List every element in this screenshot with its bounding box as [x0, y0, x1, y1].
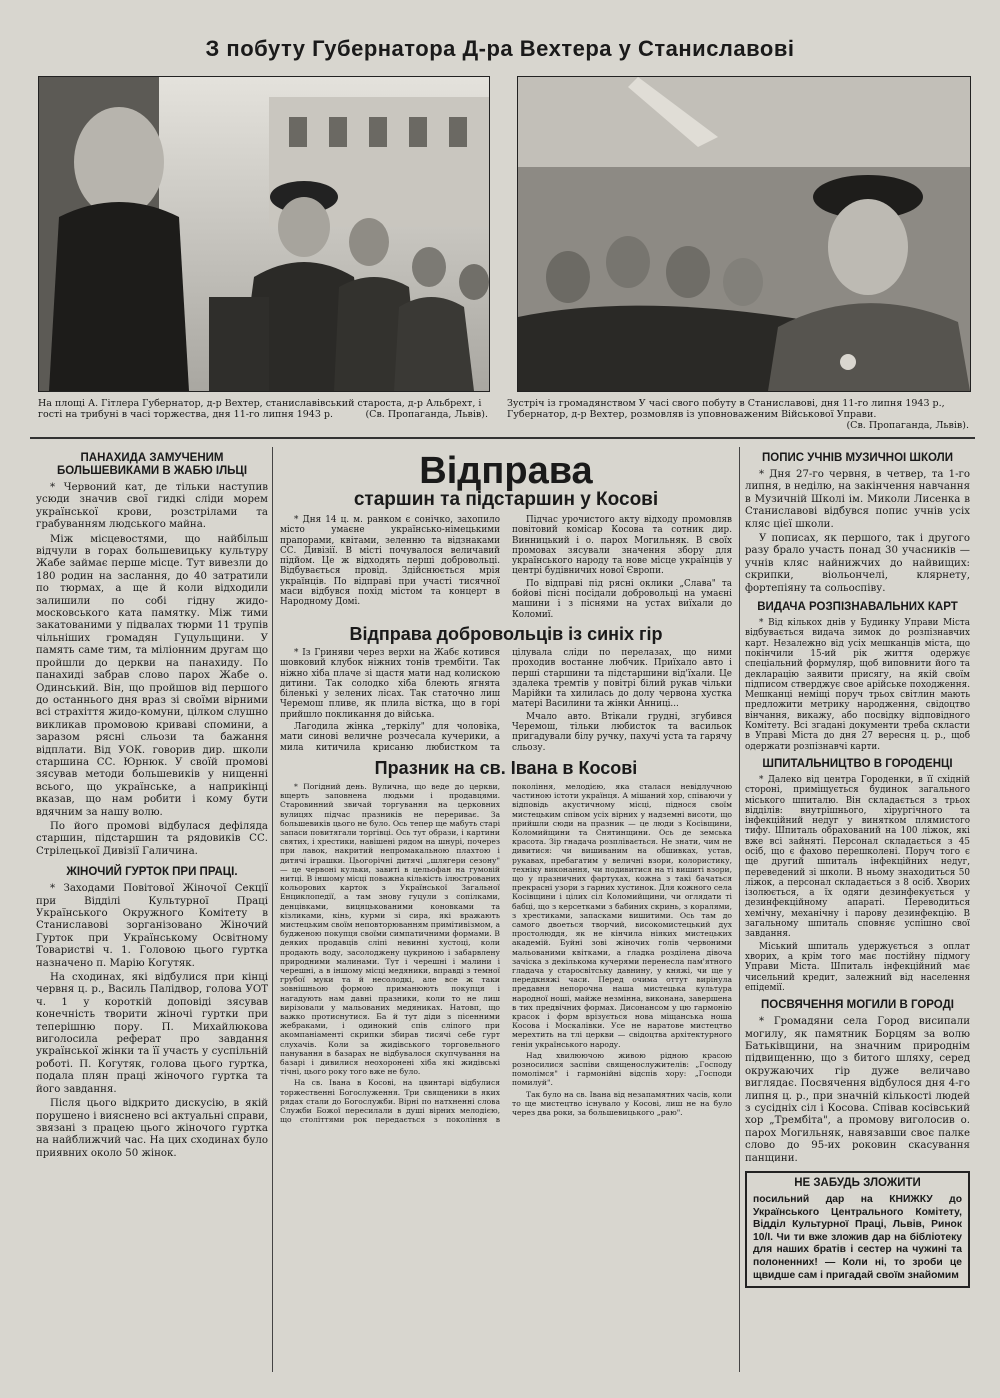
zhinochyi-paragraph: На сходинах, які відбулися при кінці червня ц. р., Василь Палідвор, голова УОТ ч. 1 у короткій доповіді зясував конечність творити жіночі гуртки при теперішню пору. П. Михайлюкова виголосила реферат про завдання української жінки та її участь у суспільній роботі. П. Когутяк, голова цього гуртка, подала плян праці жіночого гуртка та його завдання. — [36, 972, 268, 1095]
praznyk-paragraph: На св. Івана в Косові, на цвинтарі відбулися торжественні Богослуження. Три священики в яких рядах стали до Богослужби. Вірні по натхненні слова Служби Божої пересилали в душі вірних мелодією, що століттями рок передається з покоління в покоління, мелодією, яка сталася невідлучною частиною істоти українця. А мішаний хор, співаючи у відповідь акустичному місці, піднося своїм мистецьким співом усіх вірних у надземні висоти, що прийшли сюди на празник — це люди з Косівщини, Коломийщини та Снятинщини. Ось де земська красота. Зір гнадача розплівається. Не знати, чим не дивитися: чи вишиваним на обшивках, устав, рукавах, пребагатим у величні взори, колористику, техніку виконання, чи подивитися на ті вишиті взори, що у празничних фартухах, кожна з такі бачаться прекрасні узори з гарних хустинок. Для кожного села Косівщини і цілих сіл Коломийщини, чи оглядати ті бабці, що з керсетками з бабиних скринь, з коралями, з хрестиками, запасками вишитими. Ось там до самого двоеться творчий, високомистецький дух простолюддя, як не кінчила ніяких мистецьких академій. Буйні зові жіночих голів червоними мальованими квітками, а гладка розділена дівоча зачіска з декількома кучерями перенесла пам'ятного гладача у старосвітську давнину, у княжі, чи ще у передкняжі часи. Перед очима оттут вирінула предавня непорочна наша мистецька культура народної ноші, майже незмінна, виконана, завершена в тих предвічних формах. Дисонансом у цю гармонію красок і форм врізується нова міщанська ноша Косова і Москалівки. Усе не наратове мистецтво мерехтить на тлі церкви — свідоцтва архітектурного генія українського народу. — [280, 781, 732, 1125]
panakhyda-title: ПАНАХИДА ЗАМУЧЕНИМ БОЛЬШЕВИКАМИ В ЖАБЮ ІЛЬЦІ — [56, 452, 248, 477]
praznyk-paragraph: Над хвилюючою живою рідною красою розносилися заспіви священослужителів: „Господу помолімся" і гармонійні відспів хору: „Господи помилуй". — [512, 1050, 732, 1088]
grave-paragraph: * Громадяни села Город висипали могилу, як памятник Борцям за волю Батьківщини, на значним природнім підвищенню, що з битого шляху, серед окружаючих гір дуже величаво виглядає. Посвячення відбулося дня 4-го липня ц. р., при значній кількості людей з сусідніх сіл і Косова. Співав косівський хор „Трембіта", а промову виголосив о. парох Могильняк, навязавши своє палке слово до 95-их роковин скасування панщини. — [745, 1016, 970, 1164]
zhinochyi-title: ЖІНОЧИЙ ГУРТОК ПРИ ПРАЦІ. — [66, 866, 238, 879]
grave-title: ПОСВЯЧЕННЯ МОГИЛИ В ГОРОДІ — [761, 999, 954, 1012]
volunteers-text — [280, 648, 732, 753]
zhinochyi-paragraph: * Заходами Повітової Жіночої Секції при Відділі Культурної Праці Українського Окружного Комітету в Станиславові зорганізовано Жіночий Гурток при Українському Освітному Товаристві ч. 1. Головою цього гуртка назначено п. Марію Когутяк. — [36, 883, 268, 969]
hospital-paragraph: * Далеко від центра Городенки, в її східній стороні, приміщується будинок загального міського шпиталю. Він складається з трьох відділів: внутрішнього, хірургічного та інфекційний недуг у винятком плямистого тифу. Шпиталь обрахований на 100 ліжок, які вже всі зайняті. Персонал складається з 45 осіб, що є фахово перешколені. Поруч того є ще другий шпиталь інфекційних недуг, переведений зі школи. В ньому знаходиться 50 ліжок, а персонал складається з 8 осіб. Хворих ізолюється, а їх одяги дезинфекується у дезинфекційному апараті. Переводиться хемічну, механічну і парову дезинфекцію. В загальному шпиталь сповняє успішно свої завдання. — [745, 774, 970, 940]
volunteers-paragraph: Лагодила жінка „теркілу" для чоловіка, мати синові величне розчесала кучерики, а мила китичила крисаню любистком та цілувала сліди по перелазах, що ними проходив востанне любчик. Приїхало авто і перші старшини та підстаршини від'їхали. Це здалека тремтів у повітрі білий рукав чільки Марійки та хилилась до долу червона хустка матері Василини та жінки Анниці... — [280, 647, 732, 753]
hospital-title: ШПИТАЛЬНИЦТВО В ГОРОДЕНЦІ — [762, 757, 953, 770]
music-school-paragraph: У пописах, як першого, так і другого разу брало участь понад 30 учасників — учнів кляс найнижчих до найвищих: скрипки, віольончелі, клярнету, фортепіяну та сольоспіву. — [745, 533, 970, 594]
panakhyda-paragraph: * Червоний кат, де тільки наступив усюди значив свої гидкі сліди морем української крови, розстрілами та грабуванням людського майна. — [36, 482, 268, 531]
vidprava-text — [280, 515, 732, 620]
center-column — [280, 450, 732, 1370]
panakhyda-paragraph: По його промові відбулася дефіляда старшин, підстаршин та рядовиків СС. Стрілецької Дивізії Галичина. — [36, 820, 268, 857]
main-article-subtitle: старшин та підстаршин у Косові — [353, 489, 659, 510]
page-headline: З побуту Губернатора Д-ра Вехтера у Станиславові — [205, 36, 795, 61]
right-column — [745, 452, 970, 1372]
id-cards-paragraph: * Від кількох днів у Будинку Управи Міста відбувається видача зимок до розпізнавчих карт. Незалежно від усіх мешканців міста, що покінчили 15-ий рік життя одержує спеціальний формуляр, щоб виповнити його та декларацію заявити присягу, на якій своїм підписом стверджує свое арійське походження. Мешканці неміщі поруч трьох світлин мають предложити метрику народження, свідоцтво вінчання, викажу, або посвідку відповідного Комітету. Всі згадані документи треба скласти в Управі Міста до дня 27 вересня ц. р., щоб одержати розпізнавчі карти. — [745, 618, 970, 752]
column-divider-right — [739, 447, 740, 1372]
hospital-paragraph: Міський шпиталь удержується з оплат хворих, а крім того має постійну підмогу Управи Міста. Шпиталь інфекційний має чисельний кредит, залежний від населення епідемії. — [745, 941, 970, 993]
vidprava-paragraph: Підчас урочистого акту відходу промовляв повітовий комісар Косова та сотник дир. Винницький і о. парох Могильняк. В своїх промовах зясували значення збору для українського народу та нове місце українців у центрі будівничих нової Європи. — [512, 515, 732, 577]
vidprava-paragraph: * Дня 14 ц. м. ранком є сонічко, захопило місто умаєне українсько-німецькими прапорами, квітами, зеленню та відзнаками СС. Дивізії. В місті почувалося величавий підйом. Це ж відходять перші добровольці. Відбувається провід. Здійснюється мрія українців. По відправі при участі тисячної маси відбувся похід містом та концерт в Народному Домі. — [280, 515, 500, 608]
photo-right-caption: Зустріч із громадянством У часі свого побуту в Станиславові, дня 11-го липня 1943 р., Губернатор, д-р Вехтер, розмовляв із уповноваженим Військової Управи. (Св. Пропаганда, Львів). — [507, 398, 969, 431]
music-school-title: ПОПИС УЧНІВ МУЗИЧНОЇ ШКОЛИ — [762, 452, 953, 464]
volunteers-paragraph: Мчало авто. Втікали грудні, згубився Черемош, тільки любисток та васильок пригадували білу ручку, пахучі уста та гарячу сльозу. — [512, 711, 732, 753]
id-cards-title: ВИДАЧА РОЗПІЗНАВАЛЬНИХ КАРТ — [757, 601, 958, 614]
panakhyda-paragraph: Між місцевостями, що найбільш відчули в горах большевицьку культуру Жабе займає перше місце. Тут вивезли до 180 родин на заслання, до 40 затратили по тюрмах, а ще й коли відходили залишили по собі гідну жидо-московського ката памятку. Між тими закатованими у підвалах тюрми 11 трупів чільніших громадян Гуцульщини. У память саме тим, та міліонним другам що пройшли до церкви на панахиду. По панахиді забрав слово парох Жабе о. Одинський. Він, що пройшов від першого до останнього дня враз зі своїми вірними всі страхіття жидо-комуни, цілком слушно викликав промовою криваві спомини, а заразом рясні сльози та бажання відплати. Від УОК. говорив дир. школи старшина СС. Юрнюк. У своїй промові зясував методи большевиків у нищенні всього, що українське, а наприкінці вказав, що нам робити і кому бути вдячним за нашу волю. — [36, 533, 268, 818]
donation-ad-text: посильний дар на КНИЖКУ до Українського Центрального Комітету, Відділ Культурної Праці, Львів, Ринок 10/І. Чи ти вже зложив дар на бібліотеку для наших братів і сестер на чужині та полоненних! — Коли ні, то зроби це щвидше сам і пригадай своїм знайомим — [753, 1194, 962, 1281]
photo-left-caption: На площі А. Гітлера Губернатор, д-р Вехтер, станиславівський староста, д-р Альбрехт, і гості на трибуні в часі торжества, дня 11-го липня 1943 р. (Св. Пропаганда, Львів). — [38, 398, 488, 420]
praznyk-title: Празник на св. Івана в Косові — [374, 757, 638, 778]
volunteers-paragraph: * Із Гриняви через верхи на Жабє котився шовковий клубок ніжних тонів трембіти. Так ніжно хіба плаче зі щастя мати над колискою дитини. Так солодко хіба блеють ягнята біленькі у зелених лісах. Так статочно лиш Черемош пливе, як плила вістка, що в горі прийшло покликання до війська. — [280, 647, 500, 720]
donation-ad-box — [745, 1171, 970, 1288]
column-divider-left — [272, 447, 273, 1372]
main-article-title: Відправа — [419, 450, 593, 492]
volunteers-title: Відправа добровольців із синіх гір — [349, 623, 663, 644]
vidprava-paragraph: По відправі під рясні оклики „Слава" та бойові пісні посідали добровольці на умаєні машини і з піснями на устах виїхали до Коломиї. — [512, 578, 732, 620]
praznyk-paragraph: Так було на св. Івана від незапамятних часів, коли то ще мистецтво існувало у Косові, лиш не на було через два роки, за большевицького „раю". — [512, 1089, 732, 1118]
zhinochyi-paragraph: Після цього відкрито дискусію, в якій порушено і вияснено всі актуальні справи, звязані з працею цього жіночого гуртка на найближчий час. На цих сходинах було приявних около 50 жінок. — [36, 1098, 268, 1159]
photo-meeting-citizens — [517, 76, 971, 392]
praznyk-text — [280, 782, 732, 1125]
photo-governor-on-square — [38, 76, 490, 392]
donation-ad-title: НЕ ЗАБУДЬ ЗЛОЖИТИ — [794, 1177, 921, 1190]
horizontal-divider — [30, 437, 975, 439]
music-school-paragraph: * Дня 27-го червня, в четвер, та 1-го липня, в неділю, на закінчення навчання в Музичній Школі ім. Миколи Лисенка в Станиславові відбувся попис учнів усіх кляс цієї школи. — [745, 469, 970, 530]
left-column — [36, 452, 268, 1367]
praznyk-paragraph: * Погідний день. Вулична, що веде до церкви, вщерть заповнена людьми і продавцями. Старовинний звичай торгування на церковних вулицях підчас празників не перериває. За большевиків цього не було. Ось тепер ще мабуть старі запаси повитягали торгівці. Ось тут образи, і картини святих, і хрестики, навішені рядом на шнурі, почерез при лавок, накритий непромакальною плахтою і дитячі іграшки. Цьогорічні дитячі „шлягери сезону" — це червоні кульки, завиті в цельофан на гумовій нитці. В іншому місці поважна кількість ілюстрованих кольорових карток з Української Загальної Енциклопедії, а там знову гуцули з сопілками, денцівками, вицяцькованими коновками та кізликами, кінь, курми зі сира, які вражають мистецьким своїм неповторюванням примітивізмом, а будженою покупця своїми симпатичними формами. В деяких продавців сліпі невинні хустоці, коли продають воду, засолоджену цукриною і забарвлену природними малинами. Тут і черешні і малини і черешні, а в іншому місці медяники, вправді з темної грубої муки та й несолодкі, але все ж таки зовнішньою формою приманюють покупця і нагадують нам давні празники, коли то не лиш вирізовали у мальованих медяниках. Натовп, що важко протиснутися. Ба й тут діди з пісенними жебраками, і одинокий спів сліпого при акомпаніаменті скрипки збирав тисячі себе гурт слухачів. Коли за жидівського торговельного панування в базарах не відбувалося скупчування на базарі і дивилися неохоронені хіба які жидівські тічні, цього року того вже не було. — [280, 781, 500, 1077]
